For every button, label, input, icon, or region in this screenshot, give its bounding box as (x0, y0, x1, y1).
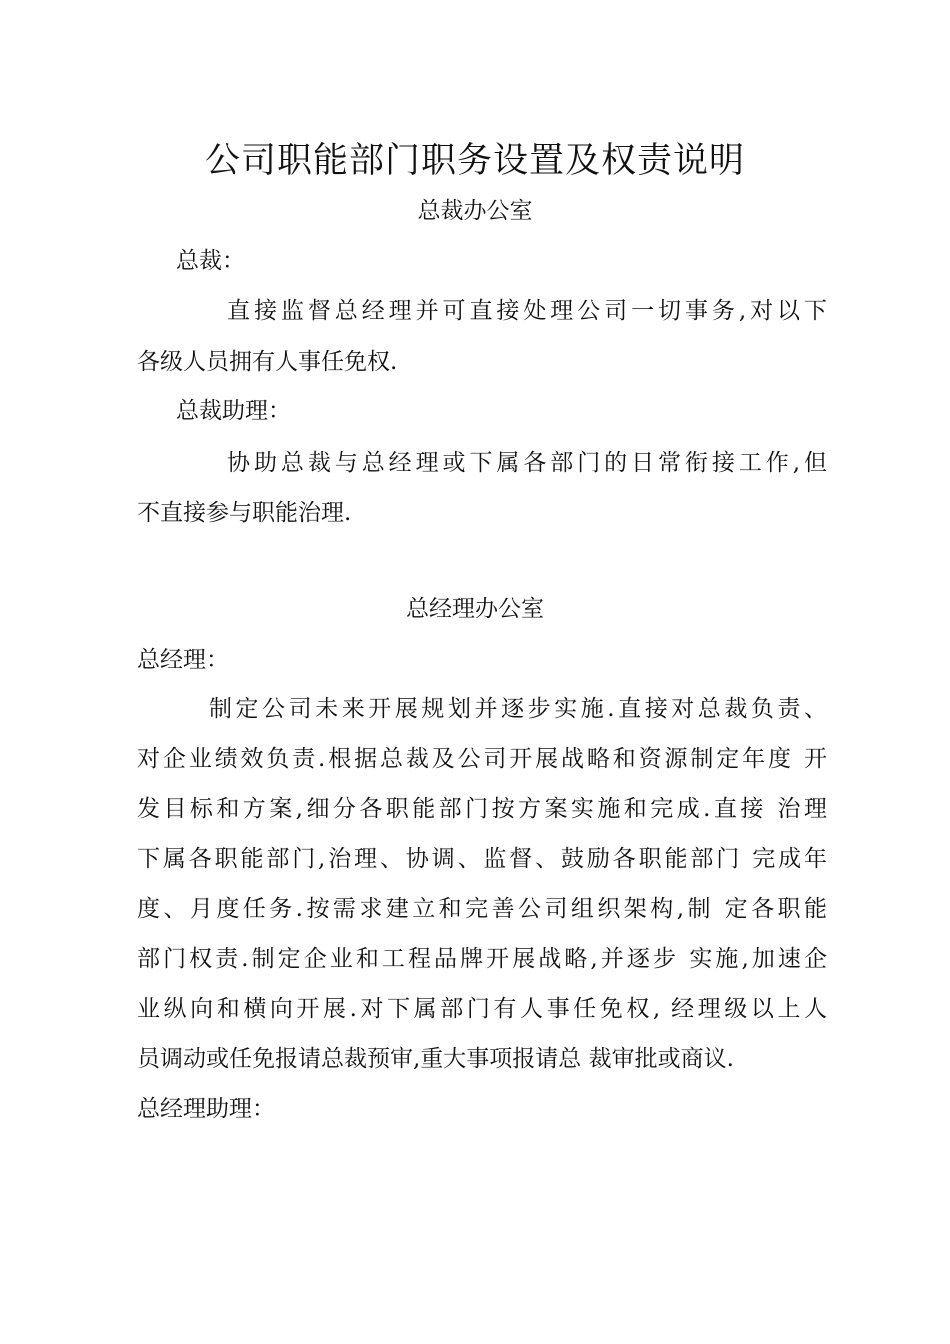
section-heading-gm-office: 总经理办公室 (406, 596, 544, 622)
paragraph-line: 制定公司未来开展规划并逐步实施.直接对总裁负责、 (209, 696, 827, 722)
paragraph-line: 直接监督总经理并可直接处理公司一切事务,对以下 (227, 298, 827, 324)
paragraph-line: 各级人员拥有人事任免权. (137, 349, 398, 375)
paragraph-line: 度、月度任务.按需求建立和完善公司组织架构,制 定各职能 (137, 896, 827, 922)
paragraph-line: 发目标和方案,细分各职能部门按方案实施和完成.直接 治理 (137, 796, 827, 822)
paragraph-line: 不直接参与职能治理. (137, 500, 352, 526)
role-label-president-assistant: 总裁助理： (176, 398, 291, 424)
role-label-gm-assistant: 总经理助理： (137, 1096, 275, 1122)
paragraph-line: 部门权责.制定企业和工程品牌开展战略,并逐步 实施,加速企 (137, 946, 827, 972)
role-label-president: 总裁： (176, 248, 245, 274)
paragraph-line: 对企业绩效负责.根据总裁及公司开展战略和资源制定年度 开 (137, 746, 827, 772)
section-heading-president-office: 总裁办公室 (417, 198, 533, 224)
document-title: 公司职能部门职务设置及权责说明 (204, 141, 745, 181)
paragraph-line: 员调动或任免报请总裁预审,重大事项报请总 裁审批或商议. (137, 1046, 734, 1072)
paragraph-line: 协助总裁与总经理或下属各部门的日常衔接工作,但 (227, 450, 827, 476)
paragraph-line: 下属各职能部门,治理、协调、监督、鼓励各职能部门 完成年 (137, 846, 827, 872)
paragraph-line: 业纵向和横向开展.对下属部门有人事任免权, 经理级以上人 (137, 996, 827, 1022)
role-label-general-manager: 总经理： (137, 647, 229, 673)
